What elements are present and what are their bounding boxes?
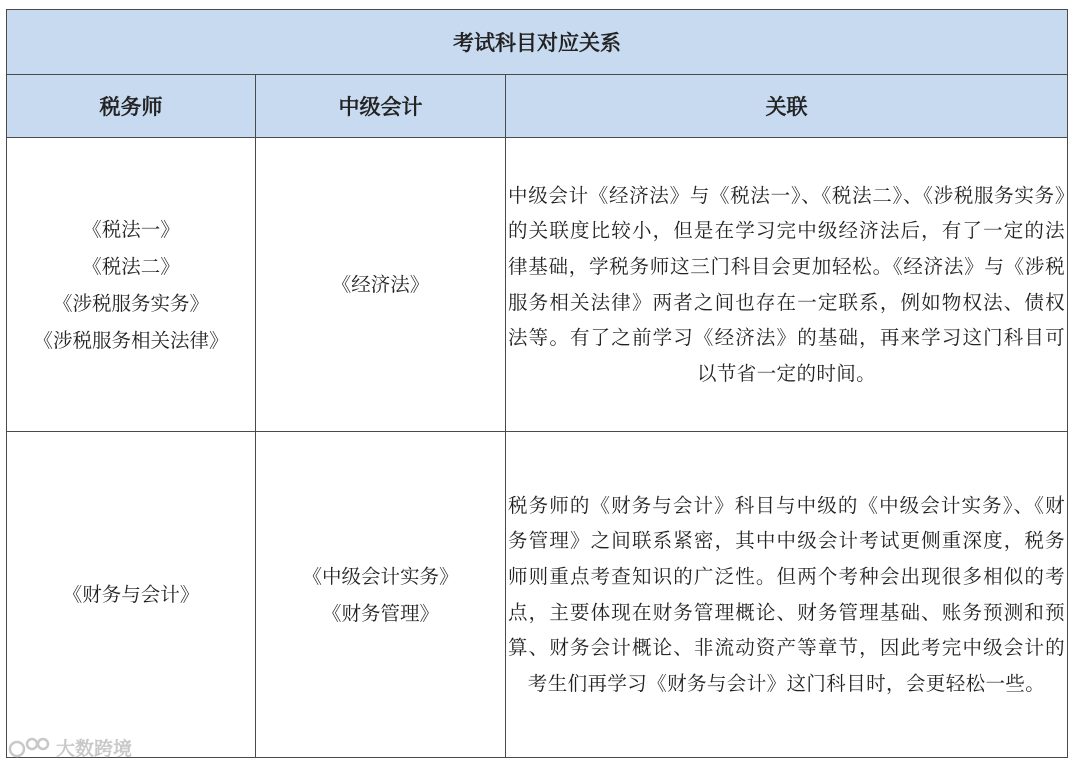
table-row-2-tax-cell <box>7 432 256 757</box>
table-row-2-relation-cell <box>506 432 1067 757</box>
relation-text: 税务师的《财务与会计》科目与中级的《中级会计实务》、《财务管理》之间联系紧密，其中中级会计考试更侧重深度，税务师则重点考查知识的广泛性。但两个考种会出现很多相似的考点，主要体现在财务管理概论、财务管理基础、账务预测和预算、财务会计概论、非流动资产等章节，因此考完中级会计的考生们再学习《财务与会计》这门科目时，会更轻松一些。 <box>508 493 1065 695</box>
tax-subject: 《税法一》 <box>82 217 180 241</box>
header-tax-advisor: 税务师 <box>7 75 256 138</box>
tax-subject: 《涉税服务实务》 <box>52 291 209 315</box>
subject-relation-table <box>6 9 1068 758</box>
relation-text: 中级会计《经济法》与《税法一》、《税法二》、《涉税服务实务》的关联度比较小，但是在学习完中级经济法后，有了一定的法律基础，学税务师这三门科目会更加轻松。《经济法》与《涉税服务相关法律》两者之间也存在一定联系，例如物权法、债权法等。有了之前学习《经济法》的基础，再来学习这门科目可以节省一定的时间。 <box>508 183 1065 385</box>
header-intermediate-accounting: 中级会计 <box>256 75 506 138</box>
table-row-1-accounting-cell <box>256 138 506 432</box>
watermark <box>8 734 132 761</box>
tax-subject: 《税法二》 <box>82 254 180 278</box>
accounting-subject: 《中级会计实务》 <box>302 564 459 588</box>
logo-icon <box>8 737 50 759</box>
table-row-1-tax-cell <box>7 138 256 432</box>
table-row-2-accounting-cell <box>256 432 506 757</box>
accounting-subject: 《财务管理》 <box>321 601 439 625</box>
tax-subject: 《涉税服务相关法律》 <box>33 328 229 352</box>
header-relation: 关联 <box>506 75 1067 138</box>
accounting-subject: 《经济法》 <box>331 273 430 296</box>
table-title: 考试科目对应关系 <box>7 10 1067 75</box>
table-row-1-relation-cell <box>506 138 1067 432</box>
tax-subject: 《财务与会计》 <box>62 583 200 606</box>
watermark-text: 大数跨境 <box>56 738 133 760</box>
